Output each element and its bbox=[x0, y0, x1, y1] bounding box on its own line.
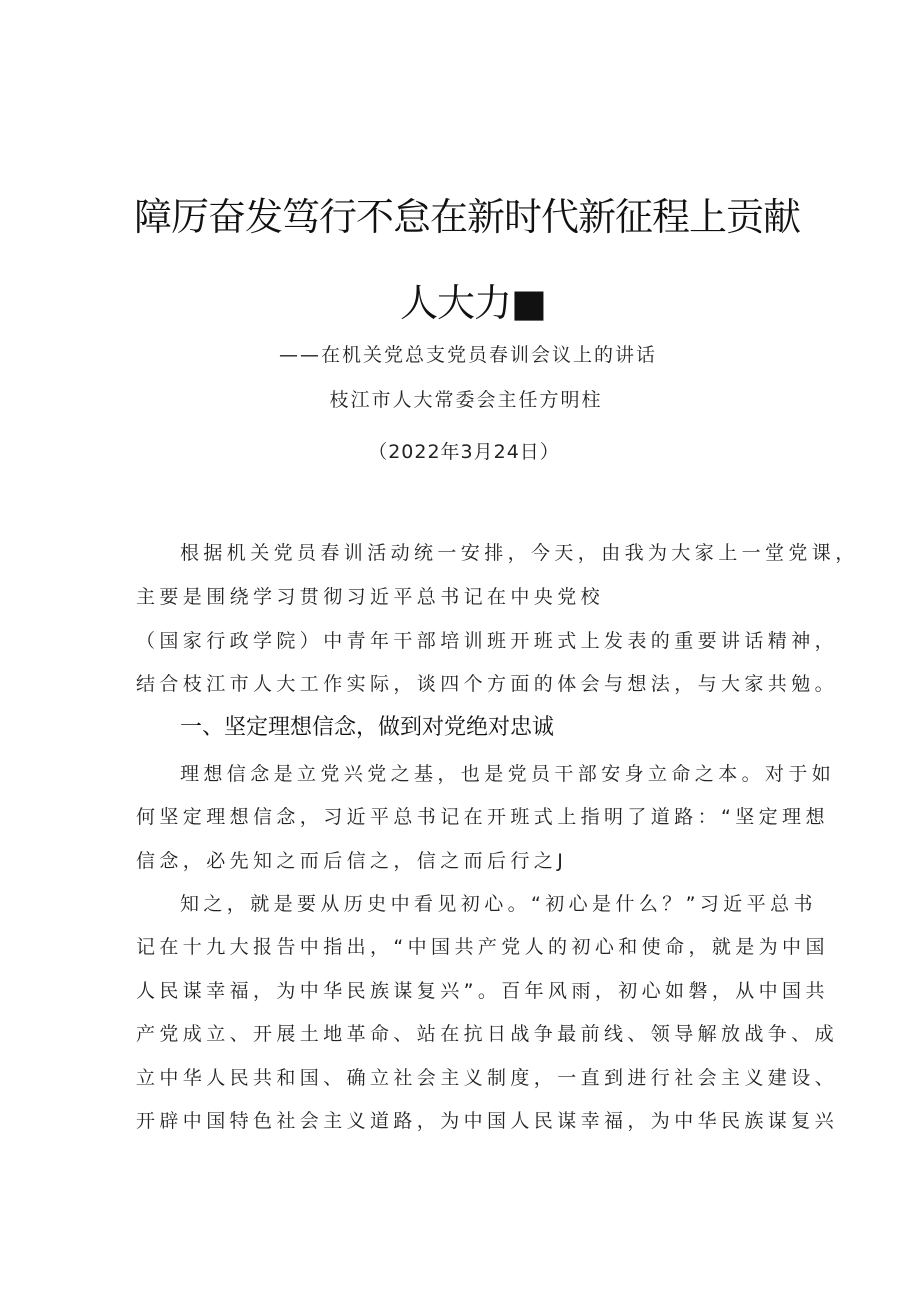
section-heading: 一、坚定理想信念，做到对党绝对忠诚 bbox=[180, 715, 555, 740]
paragraph-line: 知之，就是要从历史中看见初心。“初心是什么？”习近平总书 bbox=[180, 893, 817, 915]
intro-line: （国家行政学院）中青年干部培训班开班式上发表的重要讲话精神， bbox=[136, 630, 839, 652]
paragraph-line: 开辟中国特色社会主义道路，为中国人民谋幸福，为中华民族谋复兴 bbox=[136, 1110, 839, 1132]
paragraph-line: 人民谋幸福，为中华民族谋复兴”。百年风雨，初心如磐，从中国共 bbox=[136, 980, 829, 1002]
paragraph-line: 立中华人民共和国、确立社会主义制度，一直到进行社会主义建设、 bbox=[136, 1067, 839, 1089]
paragraph-line: 何坚定理想信念，习近平总书记在开班式上指明了道路：“坚定理想 bbox=[136, 806, 829, 828]
intro-line: 主要是围绕学习贯彻习近平总书记在中央党校 bbox=[136, 586, 605, 608]
paragraph-line: 记在十九大报告中指出，“中国共产党人的初心和使命，就是为中国 bbox=[136, 936, 829, 958]
document-title-line-2: 人大力■ bbox=[400, 281, 546, 325]
intro-line: 结合枝江市人大工作实际，谈四个方面的体会与想法，与大家共勉。 bbox=[136, 673, 839, 695]
intro-line: 根据机关党员春训活动统一安排，今天，由我为大家上一堂党课， bbox=[180, 542, 859, 564]
document-subtitle: ——在机关党总支党员春训会议上的讲话 bbox=[278, 344, 657, 366]
paragraph-line: 信念，必先知之而后信之，信之而后行之J bbox=[136, 850, 568, 872]
document-date: （2022年3月24日） bbox=[368, 441, 560, 463]
paragraph-line: 产党成立、开展土地革命、站在抗日战争最前线、领导解放战争、成 bbox=[136, 1023, 839, 1045]
document-author: 枝江市人大常委会主任方明柱 bbox=[329, 389, 603, 411]
paragraph-line: 理想信念是立党兴党之基，也是党员干部安身立命之本。对于如 bbox=[180, 763, 836, 785]
document-title-line-1: 障厉奋发笃行不怠在新时代新征程上贡献 bbox=[134, 195, 801, 239]
